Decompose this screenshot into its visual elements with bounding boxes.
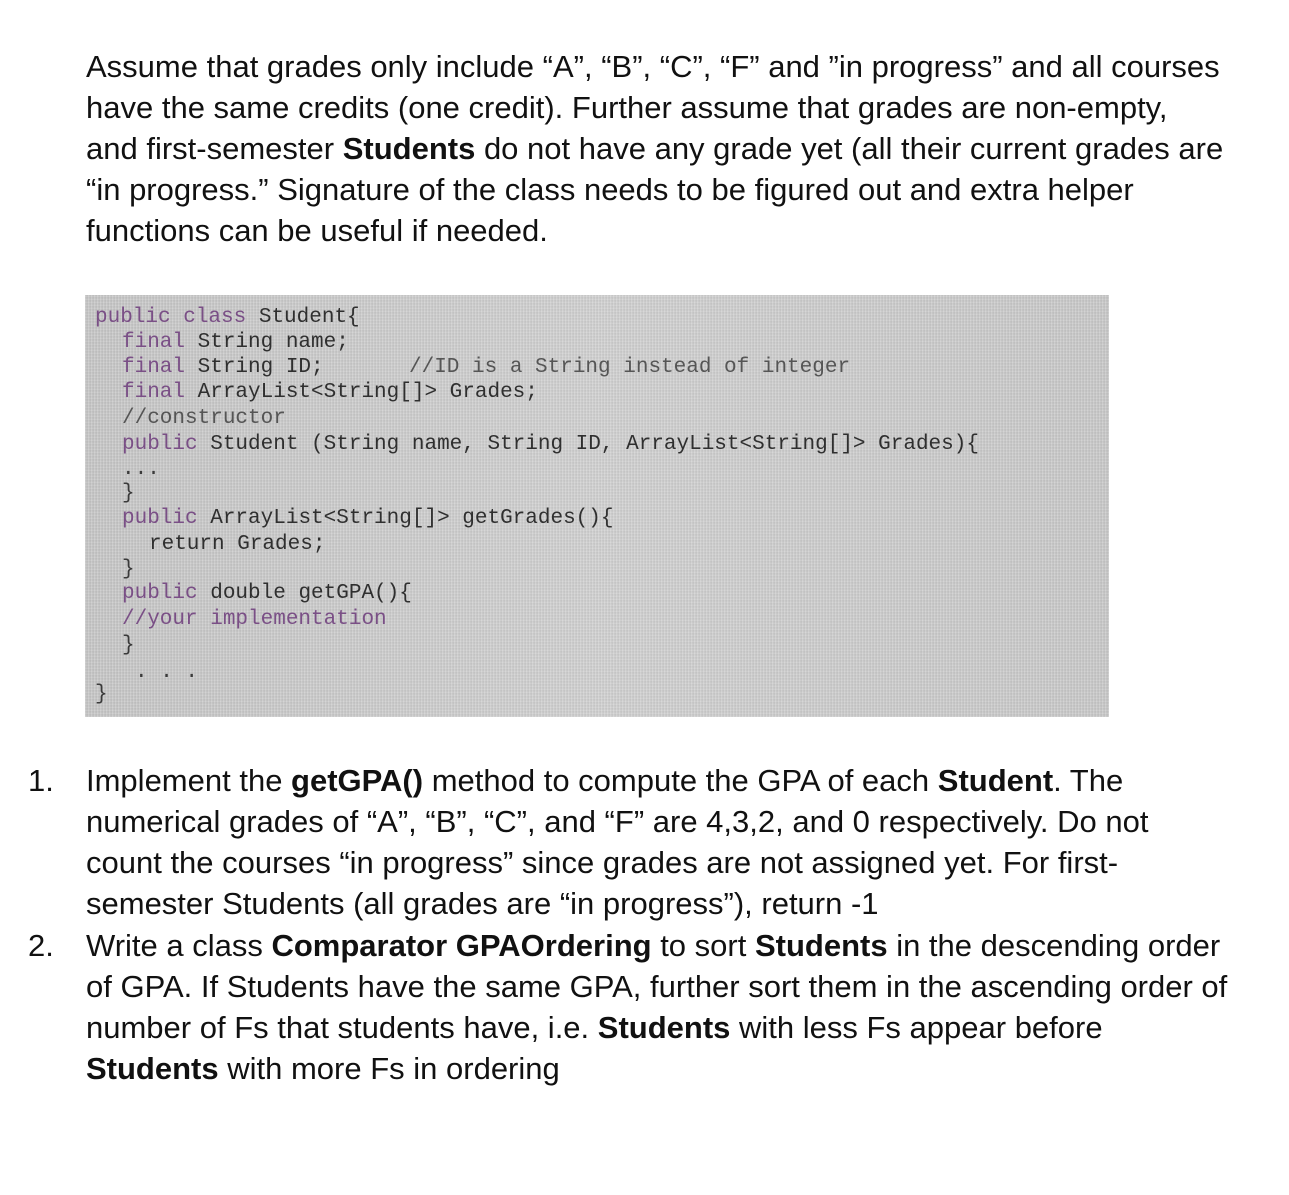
question-list <box>28 760 1228 1090</box>
code-comment-constructor: //constructor <box>122 407 286 430</box>
code-screenshot <box>85 295 1109 717</box>
code-line-dots: . . . <box>135 661 199 684</box>
code-line-close-brace: } <box>122 482 135 505</box>
question-text: to sort <box>651 928 755 963</box>
question-2 <box>28 925 1228 1089</box>
question-text: with less Fs appear before <box>730 1010 1103 1045</box>
intro-paragraph <box>86 46 1226 251</box>
intro-text-1: Assume that grades only include “A”, “B”, “C”, “F” and ”in progress” and all courses have the same credits (one credit). Further assume that grades are non-empty, and first-semester <box>86 49 1220 166</box>
question-bold: Students <box>86 1051 219 1086</box>
code-keyword: final <box>122 381 186 404</box>
code-line-name-field <box>122 331 349 355</box>
code-line-close-brace: } <box>122 634 135 657</box>
code-keyword: public <box>122 582 198 605</box>
code-text: ArrayList<String[]> Grades; <box>185 381 538 404</box>
code-line-ellipsis: ... <box>122 458 160 481</box>
intro-text-2: do not have any grade yet (all their current grades are “in progress.” Signature of the class needs to be figured out and extra helper functions can be useful if needed. <box>86 131 1224 248</box>
question-text: in the descending order of GPA. If Students have the same GPA, further sort them in the ascending order of number of Fs that students have, i.e. <box>86 928 1228 1045</box>
question-bold: getGPA() <box>291 763 424 798</box>
question-text: with more Fs in ordering <box>218 1051 560 1086</box>
code-line-grades-field <box>122 381 538 405</box>
code-text: String name; <box>185 331 349 354</box>
code-comment-implementation: //your implementation <box>122 608 387 631</box>
code-line-return: return Grades; <box>149 533 326 556</box>
code-keyword: public <box>122 507 198 530</box>
question-bold: Students <box>597 1010 731 1045</box>
question-1 <box>28 760 1228 924</box>
code-comment-id: //ID is a String instead of integer <box>409 356 851 379</box>
question-bold: Student <box>937 763 1054 798</box>
code-line-getgpa <box>122 582 412 606</box>
code-line-class-close: } <box>95 683 108 706</box>
intro-bold-students: Students <box>342 131 476 166</box>
code-text: double getGPA(){ <box>197 582 412 605</box>
question-text: method to compute the GPA of each <box>423 763 938 798</box>
question-bold: Students <box>754 928 888 963</box>
code-keyword: public class <box>95 306 247 329</box>
code-text: ArrayList<String[]> getGrades(){ <box>197 507 614 530</box>
code-line-getgrades <box>122 507 614 531</box>
code-line-id-field <box>122 356 324 380</box>
question-number: 1. <box>28 763 54 798</box>
question-bold: Comparator GPAOrdering <box>271 928 652 963</box>
code-keyword: final <box>122 331 186 354</box>
code-text: Student{ <box>246 306 360 329</box>
code-line-close-brace: } <box>122 558 135 581</box>
question-number: 2. <box>28 928 54 963</box>
question-text: . The numerical grades of “A”, “B”, “C”, and “F” are 4,3,2, and 0 respectively. Do not count the courses “in progress” since grades are not assigned yet. For first-semester Students (all grades are “in progress”), return -1 <box>86 763 1149 921</box>
code-text: Student (String name, String ID, ArrayList<String[]> Grades){ <box>197 433 979 456</box>
code-keyword: public <box>122 433 198 456</box>
code-keyword: final <box>122 356 186 379</box>
code-text: String ID; <box>185 356 324 379</box>
question-text: Implement the <box>86 763 292 798</box>
question-text: Write a class <box>86 928 272 963</box>
code-line-class <box>95 306 360 330</box>
code-line-constructor <box>122 433 979 457</box>
